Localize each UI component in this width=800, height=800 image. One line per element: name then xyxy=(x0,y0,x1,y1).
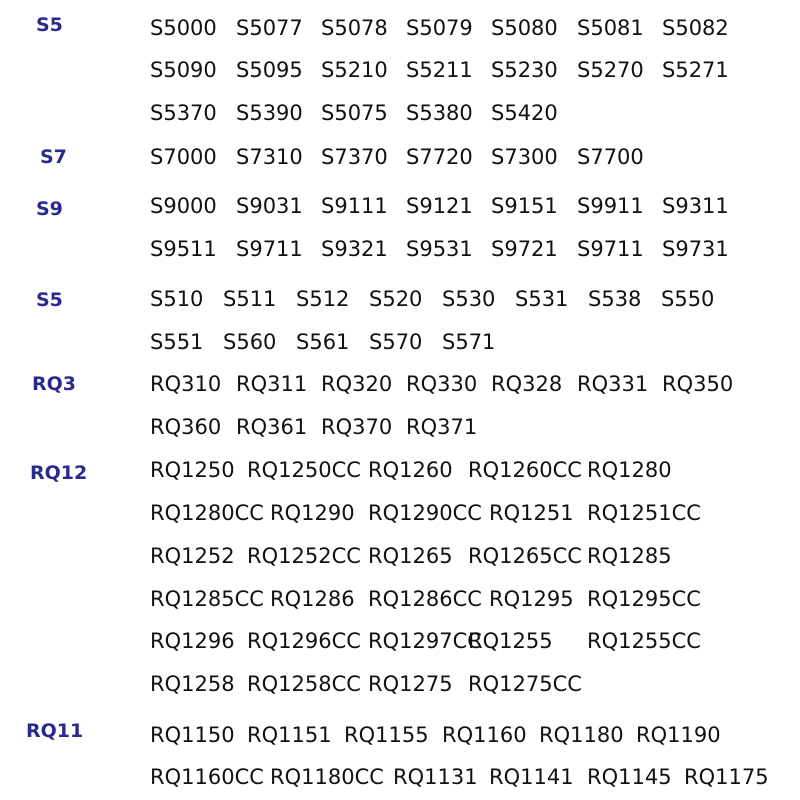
model-code: S571 xyxy=(442,330,496,354)
model-code: RQ1190 xyxy=(636,723,721,747)
model-code: S7310 xyxy=(236,145,303,169)
model-code: RQ1160CC xyxy=(150,765,264,789)
model-code: S520 xyxy=(369,287,423,311)
model-row xyxy=(150,415,755,443)
model-code: S5077 xyxy=(236,16,303,40)
model-row xyxy=(150,145,755,173)
model-code: RQ1296 xyxy=(150,629,235,653)
model-code: S9731 xyxy=(662,237,729,261)
group-label: S5 xyxy=(36,14,63,36)
model-row xyxy=(150,458,755,486)
model-code: S5211 xyxy=(406,58,473,82)
model-code: RQ1160 xyxy=(442,723,527,747)
model-code: S5082 xyxy=(662,16,729,40)
model-code: RQ1280CC xyxy=(150,501,264,525)
model-code: RQ1275 xyxy=(368,672,453,696)
model-code: RQ1265 xyxy=(368,544,453,568)
model-code: S9531 xyxy=(406,237,473,261)
model-code: S7700 xyxy=(577,145,644,169)
model-code: S5080 xyxy=(491,16,558,40)
group-label: RQ12 xyxy=(30,462,88,484)
model-row xyxy=(150,237,755,265)
model-code: RQ1290CC xyxy=(368,501,482,525)
model-code: S7300 xyxy=(491,145,558,169)
model-code: S5271 xyxy=(662,58,729,82)
model-code: S9000 xyxy=(150,194,217,218)
model-code: S5078 xyxy=(321,16,388,40)
model-code: RQ1258 xyxy=(150,672,235,696)
model-code: RQ1285 xyxy=(587,544,672,568)
model-code: S560 xyxy=(223,330,277,354)
group-label: S9 xyxy=(36,198,63,220)
model-row xyxy=(150,194,755,222)
model-code: S570 xyxy=(369,330,423,354)
group-label: S5 xyxy=(36,289,63,311)
model-code: RQ1150 xyxy=(150,723,235,747)
model-row xyxy=(150,723,755,751)
model-row xyxy=(150,372,755,400)
model-code: RQ371 xyxy=(406,415,478,439)
model-code: RQ1251CC xyxy=(587,501,701,525)
model-code: RQ320 xyxy=(321,372,393,396)
model-code: S9121 xyxy=(406,194,473,218)
model-code: RQ1295CC xyxy=(587,587,701,611)
model-code: S538 xyxy=(588,287,642,311)
model-code: S5075 xyxy=(321,101,388,125)
model-code: RQ1255CC xyxy=(587,629,701,653)
model-code: S512 xyxy=(296,287,350,311)
model-code: RQ1258CC xyxy=(247,672,361,696)
model-code: S9111 xyxy=(321,194,388,218)
model-code: S511 xyxy=(223,287,277,311)
model-code: RQ1252CC xyxy=(247,544,361,568)
model-code: RQ330 xyxy=(406,372,478,396)
model-code: S5390 xyxy=(236,101,303,125)
model-code: S9151 xyxy=(491,194,558,218)
model-code: S561 xyxy=(296,330,350,354)
model-row xyxy=(150,765,769,793)
model-code: S5210 xyxy=(321,58,388,82)
model-code: RQ360 xyxy=(150,415,222,439)
model-code: RQ1250CC xyxy=(247,458,361,482)
group-label: S7 xyxy=(40,146,67,168)
model-code: S9721 xyxy=(491,237,558,261)
model-code: RQ1260CC xyxy=(468,458,582,482)
model-code: S5090 xyxy=(150,58,217,82)
model-code: RQ1260 xyxy=(368,458,453,482)
model-code: RQ1252 xyxy=(150,544,235,568)
model-code: S5081 xyxy=(577,16,644,40)
model-row xyxy=(150,330,755,358)
model-row xyxy=(150,501,755,529)
model-code: RQ1175 xyxy=(684,765,769,789)
model-code: RQ311 xyxy=(236,372,308,396)
model-code: RQ1297CC xyxy=(368,629,482,653)
model-code: RQ350 xyxy=(662,372,734,396)
model-code: S9031 xyxy=(236,194,303,218)
model-code: RQ1290 xyxy=(270,501,355,525)
model-code: S9311 xyxy=(662,194,729,218)
model-row xyxy=(150,672,755,700)
model-code: S5079 xyxy=(406,16,473,40)
model-code: RQ1250 xyxy=(150,458,235,482)
model-code: S9511 xyxy=(150,237,217,261)
model-code: S7000 xyxy=(150,145,217,169)
model-code: S9321 xyxy=(321,237,388,261)
model-code: RQ1180CC xyxy=(270,765,384,789)
model-code: RQ370 xyxy=(321,415,393,439)
model-code: S550 xyxy=(661,287,715,311)
model-code: RQ361 xyxy=(236,415,308,439)
model-code: S5230 xyxy=(491,58,558,82)
model-code: RQ310 xyxy=(150,372,222,396)
model-code: RQ328 xyxy=(491,372,563,396)
model-code: S551 xyxy=(150,330,204,354)
model-code: S5000 xyxy=(150,16,217,40)
group-label: RQ11 xyxy=(26,720,84,742)
model-row xyxy=(150,16,755,44)
model-row xyxy=(150,287,755,315)
model-row xyxy=(150,58,755,86)
model-code: RQ1180 xyxy=(539,723,624,747)
model-code: S510 xyxy=(150,287,204,311)
model-code: RQ1296CC xyxy=(247,629,361,653)
model-code: S531 xyxy=(515,287,569,311)
model-code: S9711 xyxy=(577,237,644,261)
model-code: S5370 xyxy=(150,101,217,125)
model-code: RQ1285CC xyxy=(150,587,264,611)
model-code: RQ1265CC xyxy=(468,544,582,568)
model-code: RQ1151 xyxy=(247,723,332,747)
model-code: RQ1280 xyxy=(587,458,672,482)
model-code: RQ1145 xyxy=(587,765,672,789)
model-code: S530 xyxy=(442,287,496,311)
model-code: S7370 xyxy=(321,145,388,169)
group-label: RQ3 xyxy=(32,373,77,395)
model-code: RQ1131 xyxy=(393,765,478,789)
model-code: RQ1295 xyxy=(489,587,574,611)
model-code: S5380 xyxy=(406,101,473,125)
model-code: RQ1275CC xyxy=(468,672,582,696)
model-code: RQ1155 xyxy=(344,723,429,747)
model-code: RQ1286CC xyxy=(368,587,482,611)
model-code: S5420 xyxy=(491,101,558,125)
model-code: RQ1255 xyxy=(468,629,553,653)
model-row xyxy=(150,587,755,615)
model-row xyxy=(150,629,755,657)
model-code: RQ1286 xyxy=(270,587,355,611)
model-code: RQ331 xyxy=(577,372,649,396)
model-code: S7720 xyxy=(406,145,473,169)
model-code: RQ1251 xyxy=(489,501,574,525)
model-code: RQ1141 xyxy=(489,765,574,789)
model-code: S5095 xyxy=(236,58,303,82)
model-row xyxy=(150,101,755,129)
model-code: S9711 xyxy=(236,237,303,261)
model-row xyxy=(150,544,755,572)
model-code: S5270 xyxy=(577,58,644,82)
model-code: S9911 xyxy=(577,194,644,218)
